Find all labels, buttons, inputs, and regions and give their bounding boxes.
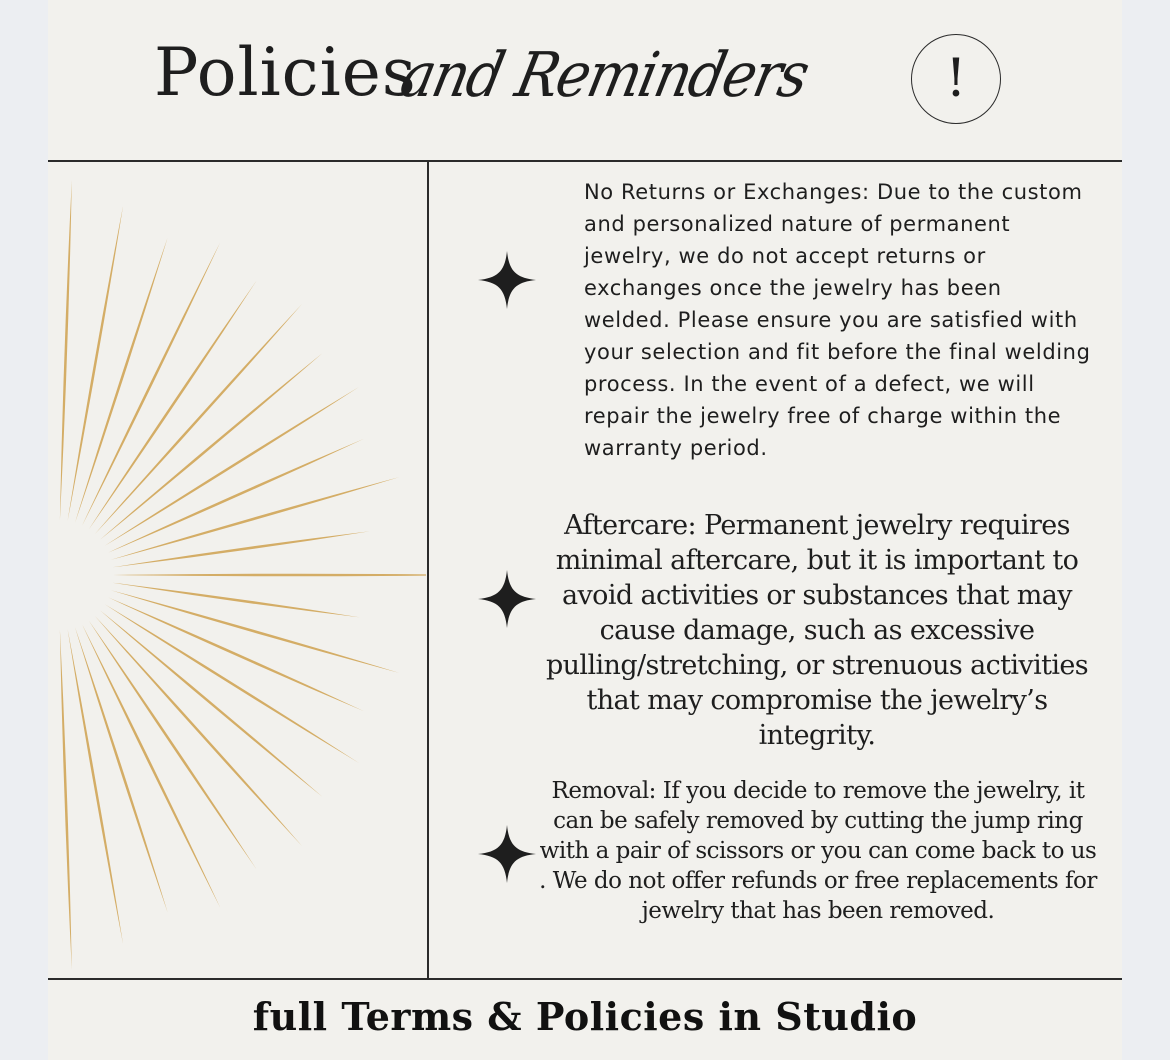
policy-removal-text: Removal: If you decide to remove the jewelry, it can be safely removed by cutting the jump ring with a pair of scissors or you can come back to us . We do not offer refunds or free replacements for jewelry that has been removed. <box>539 778 1097 924</box>
page-title-script: and Reminders <box>394 39 814 112</box>
sun-ray <box>100 610 322 796</box>
footer-text: full Terms & Policies in Studio <box>252 994 918 1039</box>
sparkle-star-icon <box>478 251 536 309</box>
sun-ray <box>108 597 364 711</box>
sun-ray <box>113 574 426 577</box>
sun-ray <box>100 353 322 539</box>
sun-ray <box>113 531 370 567</box>
page-title: Policies <box>154 34 417 111</box>
sparkle-star-icon <box>478 570 536 628</box>
sun-ray <box>68 629 124 944</box>
sun-ray <box>82 242 220 525</box>
alert-symbol: ! <box>945 49 967 109</box>
policies-card <box>48 0 1122 1060</box>
sun-ray <box>68 206 124 521</box>
footer-divider <box>48 978 1122 980</box>
column-divider <box>427 162 429 980</box>
policy-aftercare-text: Aftercare: Permanent jewelry requires minimal aftercare, but it is important to avoid activities or substances that may cause damage, such as excessive pulling/stretching, or strenuous activities that may compromise the jewelry’s integrity. <box>545 510 1089 751</box>
sun-ray <box>82 624 220 907</box>
sun-ray <box>60 630 72 970</box>
sun-ray <box>95 616 302 846</box>
header-divider <box>48 160 1122 162</box>
sun-ray <box>108 439 364 553</box>
sparkle-star-icon <box>478 825 536 883</box>
sun-ray <box>60 180 72 520</box>
sunburst-graphic <box>48 163 426 978</box>
exclamation-circle-icon <box>911 34 1001 124</box>
sun-ray <box>113 583 361 618</box>
sun-ray <box>105 387 360 546</box>
policy-returns-text: No Returns or Exchanges: Due to the custom and personalized nature of permanent jewelry, we do not accept returns or exchanges once the jewelry has been welded. Please ensure you are satisfied with your selection and fit before the final welding process. In the event of a defect, we will repair the jewelry free of charge within the warranty period. <box>584 180 1091 460</box>
sun-ray <box>105 604 360 763</box>
sun-ray <box>95 304 302 534</box>
